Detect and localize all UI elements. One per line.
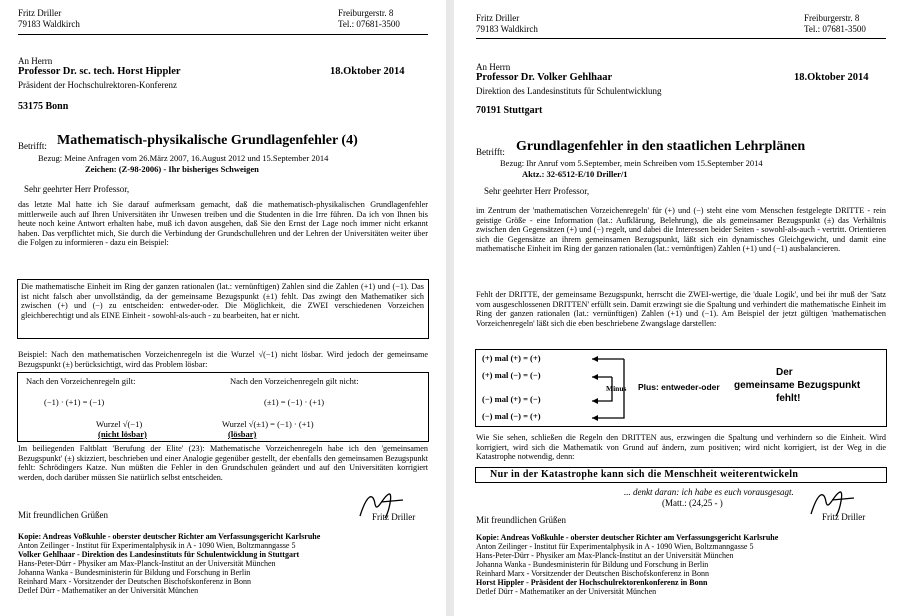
- header-divider: [476, 38, 886, 39]
- missing-title: Der: [776, 367, 793, 378]
- col2-heading: Nach den Vorzeichenregeln gilt nicht:: [230, 376, 359, 386]
- sender-tel: Tel.: 07681-3500: [804, 24, 866, 34]
- subject-heading: Grundlagenfehler in den staatlichen Lehrplänen: [516, 139, 806, 154]
- wurzel-solvable: Wurzel √(±1) = (−1) · (+1): [222, 419, 314, 429]
- betrifft-label: Betrifft:: [476, 147, 505, 157]
- copy-item: Detlef Dürr - Mathematiker an der Universität München: [476, 587, 657, 596]
- letter-date: 18.Oktober 2014: [330, 66, 405, 77]
- banner-text: Nur in der Katastrophe kann sich die Menschheit weiterentwickeln: [490, 469, 799, 480]
- banner-box: [475, 467, 887, 483]
- closing: Mit freundlichen Grüßen: [476, 515, 566, 525]
- copy-item: Hans-Peter-Dürr - Physiker am Max-Planck-Institut an der Universität München: [476, 551, 734, 560]
- wurzel-unsolvable-note: (nicht lösbar): [98, 429, 147, 439]
- to-line: An Herrn: [18, 56, 53, 66]
- rules-box: [17, 372, 429, 442]
- quote-reference: (Matt.: (24,25 - ): [662, 498, 723, 508]
- copy-list: [18, 532, 438, 595]
- bezug-line: Bezug: Ihr Anruf vom 5.September, mein Schreiben vom 15.September 2014: [500, 158, 763, 168]
- subject-heading: Mathematisch-physikalische Grundlagenfehler (4): [57, 133, 358, 148]
- paragraph-conclusion: Wie Sie sehen, schließen die Regeln den DRITTEN aus, erzwingen die Spaltung und verhindern so die Einheit. Wird korrigiert, wird sich die Mathematik von Grund auf ändern, zum positiven; wird nicht korrigiert, ist der Weg in die Katastrophe notwendig, denn:: [476, 433, 886, 462]
- copy-item: Johanna Wanka - Bundesministerin für Bildung und Forschung in Berlin: [476, 560, 709, 569]
- sign-rules-box: [475, 349, 887, 427]
- signature-name: Fritz Driller: [372, 512, 416, 522]
- sender-city: 79183 Waldkirch: [476, 24, 538, 34]
- bezug-line: Bezug: Meine Anfragen vom 26.März 2007, 16.August 2012 und 15.September 2014: [38, 153, 329, 163]
- quote-text: ... denkt daran: ich habe es euch vorausgesagt.: [624, 487, 794, 497]
- paragraph-faltblatt: Im beiliegenden Faltblatt 'Berufung der Elite' (23): Mathematische Vorzeichenregeln habe ich den 'gemeinsamen Bezugspunkt' (±) skizziert, beschrieben und einer Analogie gegenüber gestellt, der ebenfalls den gemeinsamen Bezugspunkt fehlt: Schrödingers Katze. Nun müßten die Fehler in den Grundschulen geändert und auf den Universitäten korrigiert werden, doch darüber müssen Sie natürlich selbst entscheiden.: [18, 444, 428, 482]
- wurzel-solvable-note: (lösbar): [228, 429, 257, 439]
- sender-name: Fritz Driller: [18, 8, 62, 18]
- salutation: Sehr geehrter Herr Professor,: [484, 186, 590, 196]
- closing: Mit freundlichen Grüßen: [18, 510, 108, 520]
- copy-item: Kopie: Andreas Voßkuhle - oberster deutscher Richter am Verfassungsgericht Karlsruhe: [476, 533, 779, 542]
- rule-row: (−) mal (+) = (−): [482, 394, 541, 404]
- aktz-line: Aktz.: 32-6512-E/10 Driller/1: [522, 169, 628, 179]
- sender-street: Freiburgerstr. 8: [338, 8, 394, 18]
- copy-item: Reinhard Marx - Vorsitzender der Deutschen Bischofskonferenz in Bonn: [476, 569, 709, 578]
- recipient-role: Präsident der Hochschulrektoren-Konferenz: [18, 80, 177, 90]
- missing-subject: gemeinsame Bezugspunkt: [734, 380, 861, 391]
- copy-item: Anton Zeilinger - Institut für Experimentalphysik in A - 1090 Wien, Boltzmanngasse 5: [18, 541, 296, 550]
- minus-label: Minus: [606, 384, 627, 393]
- copy-item: Kopie: Andreas Voßkuhle - oberster deutscher Richter am Verfassungsgericht Karlsruhe: [18, 532, 321, 541]
- equation-2: (±1) = (−1) · (+1): [264, 397, 325, 407]
- col1-heading: Nach den Vorzeichenregeln gilt:: [26, 376, 136, 386]
- copy-item: Horst Hippler - Präsident der Hochschulrektorenkonferenz in Bonn: [476, 578, 708, 587]
- beispiel-text: Beispiel: Nach den mathematischen Vorzeichenregeln ist die Wurzel √(−1) nicht lösbar. Wird jedoch der gemeinsame Bezugspunkt (±) berücksichtigt, wird das Problem lösbar:: [18, 350, 428, 369]
- unity-box: [17, 279, 429, 339]
- betrifft-label: Betrifft:: [18, 141, 47, 151]
- rule-row: (+) mal (+) = (+): [482, 353, 541, 363]
- recipient-city: 70191 Stuttgart: [476, 105, 543, 116]
- paragraph-dual-logic: Fehlt der DRITTE, der gemeinsame Bezugspunkt, herrscht die ZWEI-wertige, die 'duale Logik', und bei ihr muß der 'Satz vom ausgeschlossenen DRITTEN' erfüllt sein. Damit erzwingt sie die Spaltung und verhindert die mathematische Einheit im Ring der ganzen rationalen (lat.: vernünftigen) Zahlen (+1) und (−1). Am Beispiel der jetzt gültigen 'mathematischen Vorzeichenregeln' läßt sich die eben beschriebene Zwangslage darstellen:: [476, 290, 886, 328]
- recipient-name: Professor Dr. Volker Gehlhaar: [476, 72, 613, 83]
- copy-item: Volker Gehlhaar - Direktion des Landesinstituts für Schulentwicklung in Stuttgart: [18, 550, 300, 559]
- letter-right: [454, 0, 900, 616]
- unity-box-text: Die mathematische Einheit im Ring der ganzen rationalen (lat.: vernünftigen) Zahlen sind die Zahlen (+1) und (−1). Das ist nicht falsch aber unvollständig, da der gemeinsame Bezugspunkt (±1) fehlt. Das zwingt den Mathematiker sich zwischen (+) und (−) zu entscheiden: entweder-oder. Die Möglichkeit, die ZWEI verschiedenen Vorzeichen gleichberechtigt und als EINE Einheit - sowohl-als-auch - zu bearbeiten, hat er nicht.: [21, 282, 424, 320]
- page-gap: [446, 0, 454, 616]
- copy-item: Hans-Peter-Dürr - Physiker am Max-Planck-Institut an der Universität München: [18, 559, 276, 568]
- copy-list: [476, 533, 896, 596]
- sender-name: Fritz Driller: [476, 13, 520, 23]
- salutation: Sehr geehrter Herr Professor,: [24, 184, 130, 194]
- rule-row: (+) mal (−) = (−): [482, 370, 541, 380]
- header-divider: [18, 34, 428, 35]
- zeichen-line: Zeichen: (Z-98-2006) - Ihr bisheriges Schweigen: [85, 164, 259, 174]
- sender-street: Freiburgerstr. 8: [804, 13, 860, 23]
- to-line: An Herrn: [476, 62, 511, 72]
- plus-label: Plus: entweder-oder: [638, 382, 720, 392]
- missing-fehlt: fehlt!: [776, 393, 801, 404]
- sender-city: 79183 Waldkirch: [18, 19, 80, 29]
- paragraph-center: im Zentrum der 'mathematischen Vorzeichenregeln' für (+) und (−) steht eine vom Menschen festgelegte DRITTE - rein geistige Größe - eine Information (lat.: Aufklärung, Belehrung), die als gemeinsamer Bezugspunkt (±) das Verhältnis zwischen den Gegensätzen (+) und (−) regelt, und dabei die Interessen beider Seiten - sowohl-als-auch - vertritt. Orientieren sich die Gegensätze an ihrem gemeinsamen Bezugspunkt, läßt sich ein dynamisches Gleichgewicht, und damit eine mathematische Einheit im Ring der ganzen rationalen (lat.: vernünftigen) Zahlen (+1) und (−1) ausbalancieren.: [476, 206, 886, 254]
- rule-row: (−) mal (−) = (+): [482, 411, 541, 421]
- paragraph-intro: das letzte Mal hatte ich Sie darauf aufmerksam gemacht, daß die mathematisch-physikalischen Grundlagenfehler mittlerweile auch auf Ihren Universitäten ihr Unwesen treiben und die Studenten in die Irre führen. Da ich von Ihnen bis heute noch keine Antwort erhalten habe, muß ich davon ausgehen, daß Sie den Ernst der Lage noch immer nicht erkannt haben. Das verpflichtet mich, Sie durch die Verbindung der Grundschullehren und der Lehren der Universitäten weiter über die Folgen zu informieren - dazu ein Beispiel:: [18, 200, 428, 248]
- recipient-city: 53175 Bonn: [18, 101, 69, 112]
- equation-1: (−1) · (+1) = (−1): [44, 397, 105, 407]
- wurzel-unsolvable: Wurzel √(−1): [96, 419, 143, 429]
- letter-left: [0, 0, 446, 616]
- signature-name: Fritz Driller: [822, 512, 866, 522]
- copy-item: Reinhard Marx - Vorsitzender der Deutschen Bischofskonferenz in Bonn: [18, 577, 251, 586]
- letter-date: 18.Oktober 2014: [794, 72, 869, 83]
- copy-item: Anton Zeilinger - Institut für Experimentalphysik in A - 1090 Wien, Boltzmanngasse 5: [476, 542, 754, 551]
- copy-item: Johanna Wanka - Bundesministerin für Bildung und Forschung in Berlin: [18, 568, 251, 577]
- sender-tel: Tel.: 07681-3500: [338, 19, 400, 29]
- copy-item: Detlef Dürr - Mathematiker an der Universität München: [18, 586, 199, 595]
- recipient-role: Direktion des Landesinstituts für Schulentwicklung: [476, 86, 662, 96]
- recipient-name: Professor Dr. sc. tech. Horst Hippler: [18, 66, 181, 77]
